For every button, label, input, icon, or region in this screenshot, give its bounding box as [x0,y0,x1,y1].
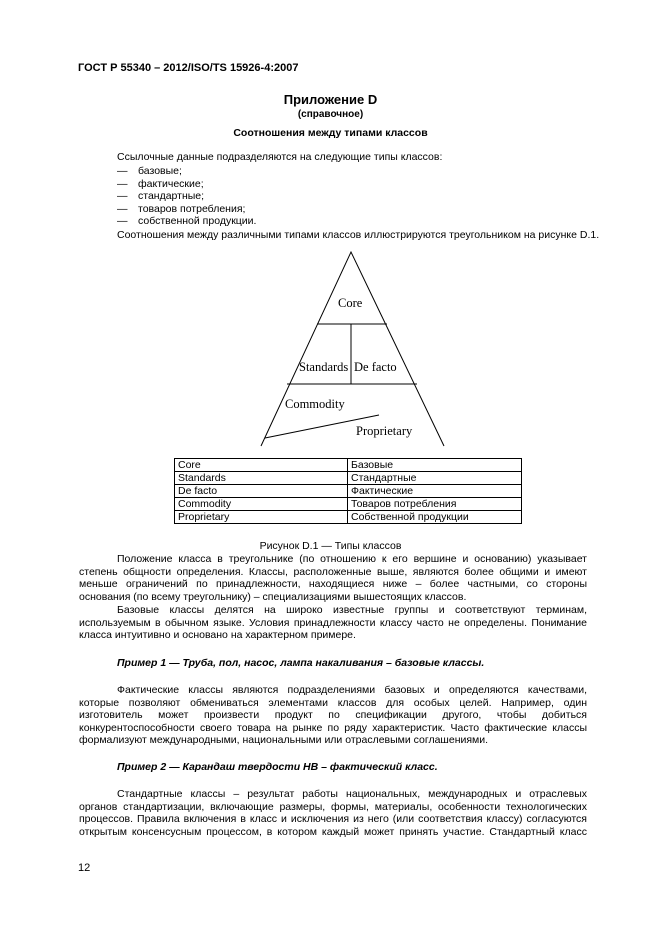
list-item: — фактические; [117,177,204,190]
table-row [175,459,522,472]
label-core: Core [338,296,363,310]
label-defacto: De facto [354,360,397,374]
term-ru: Стандартные [348,472,522,485]
table-row [175,472,522,485]
paragraph-defacto-classes: Фактические классы являются подразделениями базовых и определяются качествами, которые позволяют обмениваться элементами классов для особых целей. Например, один изготовитель может произвести продукт по спецификации другого, чтобы добиться конкурентоспособности своего товара на рынке по ряду характеристик. Часто фактические классы формализуют международными, национальными или отраслевыми соглашениями. [79,684,587,746]
paragraph-core-classes: Базовые классы делятся на широко известные группы и соответствуют терминам, используемым в обычном языке. Условия принадлежности классу часто не определены. Понимание класса интуитивно и основано на характерном примере. [79,604,587,641]
term-en: Core [175,459,348,472]
paragraph-position: Положение класса в треугольнике (по отношению к его вершине и основанию) указывает степень общности определения. Классы, расположенные выше, являются более общими и имеют меньше ограничений по принадлежности, находящиеся ниже – более частными, со стороны основания (по всему треугольнику) – специализациями вышестоящих классов. [79,553,587,603]
table-row [175,511,522,524]
term-ru: Фактические [348,485,522,498]
term-ru: Собственной продукции [348,511,522,524]
dash-marker: — [117,190,128,202]
page-number: 12 [78,862,91,874]
paragraph-standard-classes: Стандартные классы – результат работы национальных, международных и отраслевых органов стандартизации, включающие размеры, формы, материалы, особенности технологических процессов. Правила включения в класс и исключения из него (или соответствия классу) согласуются открытым консенсусным процессом, в котором каждый может принять участие. Стандартный класс [79,788,587,838]
glossary-table [174,458,522,524]
term-ru: Товаров потребления [348,498,522,511]
list-item: — собственной продукции. [117,215,257,227]
dash-marker: — [117,215,128,227]
list-item: — стандартные; [117,190,205,202]
label-proprietary: Proprietary [356,424,413,438]
term-en: Standards [175,472,348,485]
table-row [175,485,522,498]
example-1: Пример 1 — Труба, пол, насос, лампа накаливания – базовые классы. [117,657,485,669]
figure-reference: Соотношения между различными типами классов иллюстрируются треугольником на рисунке D.1. [117,229,600,241]
list-item: — базовые; [117,165,182,177]
term-en: Commodity [175,498,348,511]
triangle-outline [261,252,444,446]
section-title: Соотношения между типами классов [233,127,428,139]
label-commodity: Commodity [285,397,345,411]
dash-marker: — [117,177,128,190]
dash-marker: — [117,202,128,215]
term-en: De facto [175,485,348,498]
document-header: ГОСТ Р 55340 – 2012/ISO/TS 15926-4:2007 [78,62,299,74]
table-row [175,498,522,511]
list-item: — товаров потребления; [117,202,246,215]
appendix-title: Приложение D [283,92,378,107]
term-en: Proprietary [175,511,348,524]
label-standards: Standards [299,360,349,374]
figure-caption: Рисунок D.1 — Типы классов [259,540,402,552]
example-2: Пример 2 — Карандаш твердости НВ – фактический класс. [117,761,438,773]
appendix-subtitle: (справочное) [297,109,364,120]
dash-marker: — [117,165,128,177]
intro-lead: Ссылочные данные подразделяются на следующие типы классов: [117,151,443,163]
term-ru: Базовые [348,459,522,472]
class-type-list [117,165,256,228]
class-triangle-figure [250,250,450,450]
